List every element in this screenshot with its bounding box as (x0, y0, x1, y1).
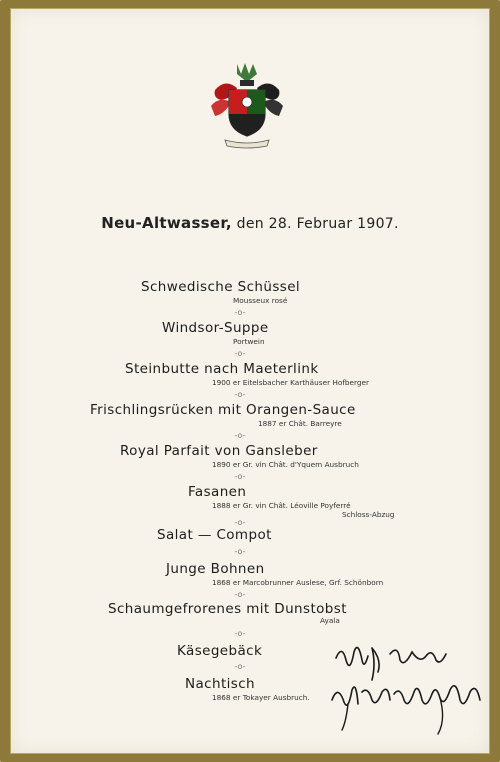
course-dish: Schwedische Schüssel (141, 279, 301, 295)
course-wine: Ayala (320, 616, 340, 625)
course-separator: -o- (234, 390, 246, 399)
menu-header (0, 214, 500, 232)
course-dish: Frischlingsrücken mit Orangen-Sauce (90, 402, 356, 418)
course-dish: Nachtisch (185, 676, 256, 692)
course-separator: -o- (234, 308, 246, 317)
course-wine-note: Schloss-Abzug (342, 510, 395, 519)
course-dish: Schaumgefrorenes mit Dunstobst (108, 601, 347, 617)
course-wine: 1887 er Chât. Barreyre (258, 419, 342, 428)
course-dish: Windsor-Suppe (162, 320, 269, 336)
coat-of-arms-icon (207, 60, 287, 150)
course-wine: Mousseux rosé (233, 296, 288, 305)
course-separator: -o- (234, 590, 246, 599)
course-dish: Käsegebäck (177, 643, 263, 659)
course-dish: Fasanen (188, 484, 247, 500)
course-dish: Salat — Compot (157, 527, 272, 543)
course-separator: -o- (234, 472, 246, 481)
course-separator: -o- (234, 662, 246, 671)
course-wine: 1900 er Eitelsbacher Karthäuser Hofberger (212, 378, 370, 387)
course-separator: -o- (234, 629, 246, 638)
course-dish: Royal Parfait von Gansleber (120, 443, 318, 459)
menu-date: den 28. Februar 1907. (236, 216, 399, 232)
course-dish: Junge Bohnen (166, 561, 265, 577)
place-name: Neu-Altwasser, (101, 214, 232, 232)
course-wine: 1888 er Gr. vin Chât. Léoville Poyferré (212, 501, 351, 510)
course-dish: Steinbutte nach Maeterlink (125, 361, 319, 377)
course-wine: 1868 er Tokayer Ausbruch. (212, 693, 310, 702)
course-separator: -o- (234, 349, 246, 358)
course-separator: -o- (234, 518, 246, 527)
course-separator: -o- (234, 431, 246, 440)
course-separator: -o- (234, 547, 246, 556)
course-wine: Portwein (233, 337, 265, 346)
course-wine: 1890 er Gr. vin Chât. d'Yquem Ausbruch (212, 460, 359, 469)
course-wine: 1868 er Marcobrunner Auslese, Grf. Schönborn (212, 578, 384, 587)
handwritten-signature (328, 630, 488, 740)
